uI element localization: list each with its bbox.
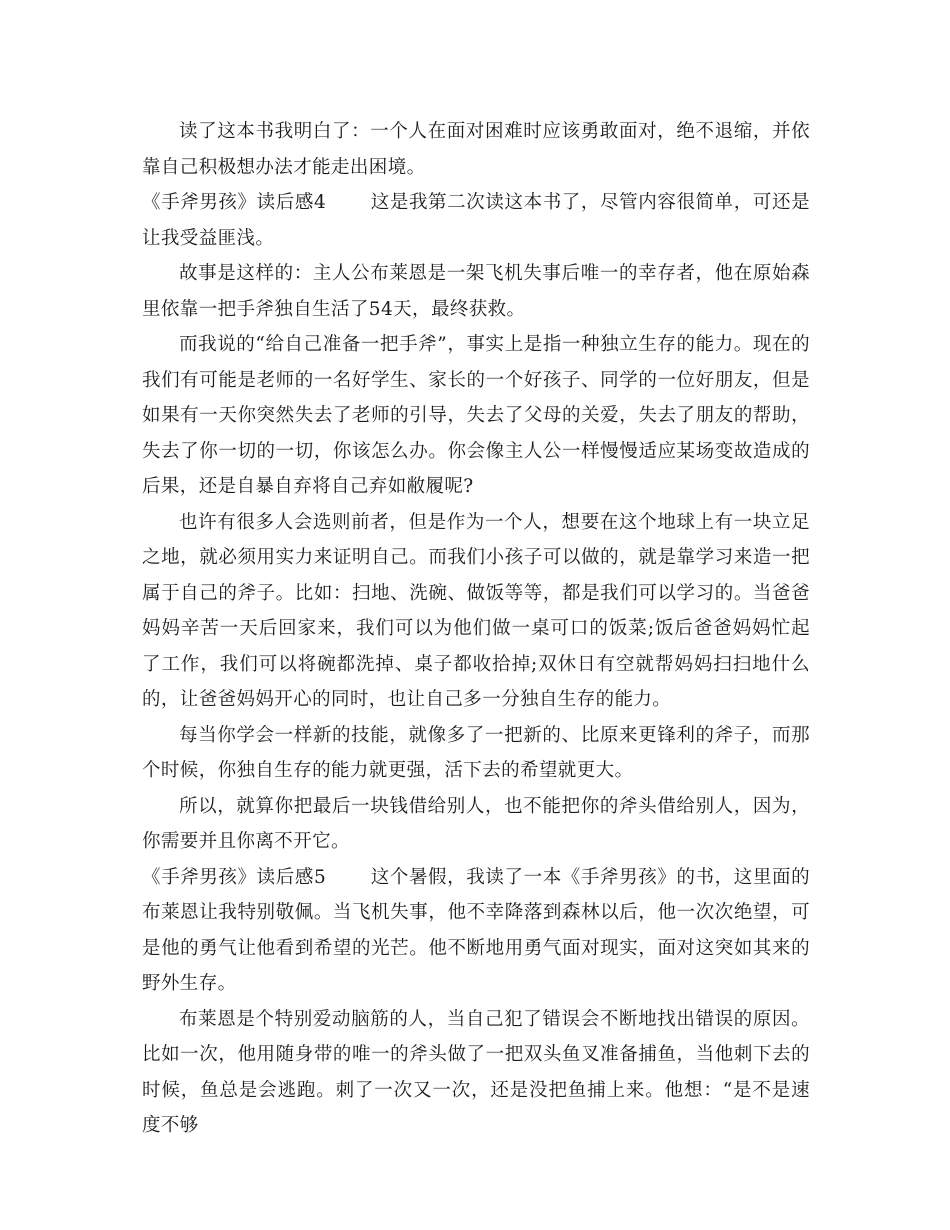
paragraph: 而我说的“给自己准备一把手斧”，事实上是指一种独立生存的能力。现在的我们有可能是老师的一名好学生、家长的一个好孩子、同学的一位好朋友，但是如果有一天你突然失去了老师的引导，失去了父母的关爱，失去了朋友的帮助，失去了你一切的一切，你该怎么办。你会像主人公一样慢慢适应某场变故造成的后果，还是自暴自弃将自己弃如敝履呢? xyxy=(142,334,810,497)
paragraph: 布莱恩是个特别爱动脑筋的人，当自己犯了错误会不断地找出错误的原因。比如一次，他用随身带的唯一的斧头做了一把双头鱼叉准备捕鱼，当他刺下去的时候，鱼总是会逃跑。刺了一次又一次，还是没把鱼捕上来。他想：“是不是速度不够 xyxy=(142,1008,810,1136)
essay-heading-paragraph xyxy=(142,860,810,1002)
document-body xyxy=(142,114,810,1144)
paragraph: 所以，就算你把最后一块钱借给别人，也不能把你的斧头借给别人，因为，你需要并且你离不开它。 xyxy=(142,795,810,852)
paragraph-text: 这是我第二次读这本书了，尽管内容很简单，可还是让我受益匪浅。 xyxy=(142,192,810,249)
essay-title: 《手斧男孩》读后感4 xyxy=(142,192,327,213)
essay-title: 《手斧男孩》读后感5 xyxy=(142,866,327,888)
essay-heading-paragraph xyxy=(142,185,810,256)
paragraph: 故事是这样的：主人公布莱恩是一架飞机失事后唯一的幸存者，他在原始森里依靠一把手斧独自生活了54天，最终获救。 xyxy=(142,263,810,320)
paragraph: 每当你学会一样新的技能，就像多了一把新的、比原来更锋利的斧子，而那个时候，你独自生存的能力就更强，活下去的希望就更大。 xyxy=(142,724,810,781)
paragraph-text: 这个暑假，我读了一本《手斧男孩》的书，这里面的布莱恩让我特别敬佩。当飞机失事，他不幸降落到森林以后，他一次次绝望，可是他的勇气让他看到希望的光芒。他不断地用勇气面对现实，面对这突如其来的野外生存。 xyxy=(142,866,810,994)
paragraph: 读了这本书我明白了：一个人在面对困难时应该勇敢面对，绝不退缩，并依靠自己积极想办法才能走出困境。 xyxy=(142,121,810,178)
paragraph: 也许有很多人会选则前者，但是作为一个人，想要在这个地球上有一块立足之地，就必须用实力来证明自己。而我们小孩子可以做的，就是靠学习来造一把属于自己的斧子。比如：扫地、洗碗、做饭等等，都是我们可以学习的。当爸爸妈妈辛苦一天后回家来，我们可以为他们做一桌可口的饭菜;饭后爸爸妈妈忙起了工作，我们可以将碗都洗掉、桌子都收拾掉;双休日有空就帮妈妈扫扫地什么的，让爸爸妈妈开心的同时，也让自己多一分独自生存的能力。 xyxy=(142,511,810,710)
